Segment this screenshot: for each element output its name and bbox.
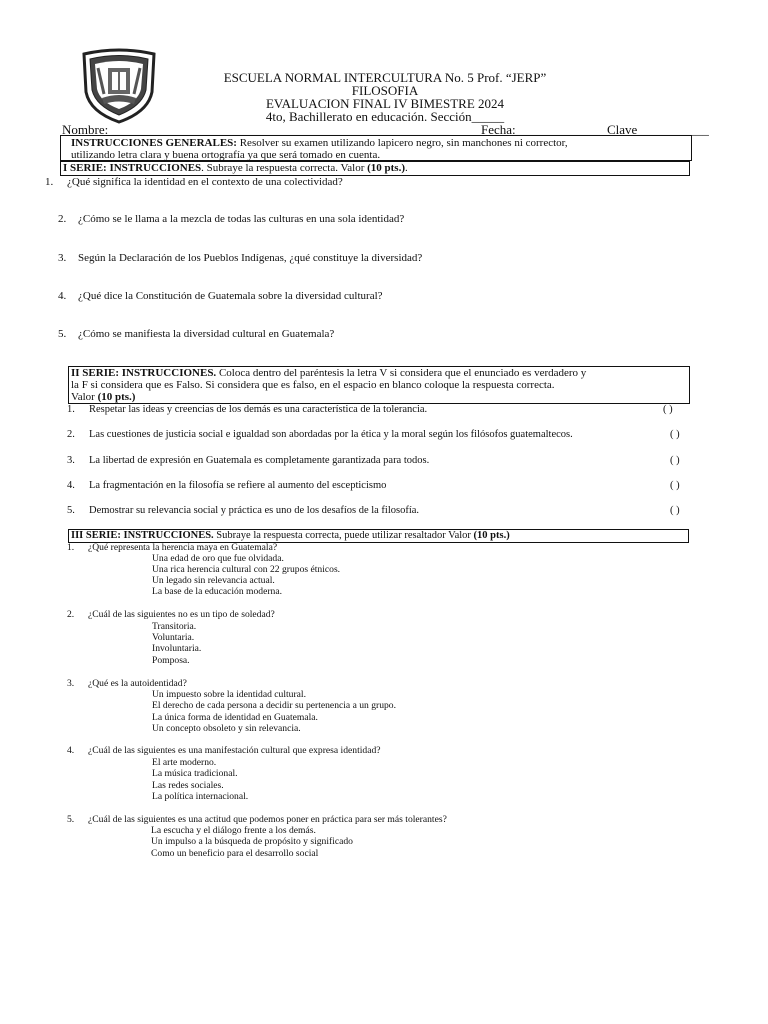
serie2-line3	[71, 391, 135, 403]
serie3-q2-text: ¿Cuál de las siguientes no es un tipo de soledad?	[88, 609, 275, 620]
serie1-q4-number: 4.	[58, 290, 67, 302]
serie3-q1-option-d[interactable]: La base de la educación moderna.	[152, 586, 282, 597]
serie1-title: I SERIE: INSTRUCCIONES	[63, 162, 202, 174]
serie1-q3-text: Según la Declaración de los Pueblos Indígenas, ¿qué constituye la diversidad?	[78, 252, 423, 264]
serie3-q1-number: 1.	[67, 542, 75, 553]
general-instructions-text1: Resolver su examen utilizando lapicero negro, sin manchones ni corrector,	[236, 137, 568, 149]
serie3-q1-option-b[interactable]: Una rica herencia cultural con 22 grupos étnicos.	[152, 564, 341, 575]
serie1-q2-number: 2.	[58, 213, 67, 225]
serie2-points: (10 pts.)	[97, 391, 136, 403]
serie2-line2: la F si considera que es Falso. Si considera que es falso, en el espacio en blanco coloque la respuesta correcta.	[71, 379, 555, 391]
general-instructions-box	[60, 135, 692, 161]
serie3-q4-option-b[interactable]: La música tradicional.	[152, 768, 238, 779]
serie1-q1-text: ¿Qué significa la identidad en el contexto de una colectividad?	[67, 176, 343, 188]
school-crest-logo	[78, 48, 160, 124]
serie2-q2-answer-blank[interactable]: ( )	[670, 429, 680, 440]
serie3-title: III SERIE: INSTRUCCIONES.	[71, 530, 214, 541]
key-field[interactable]: Clave___________	[607, 122, 709, 137]
serie2-q2-number: 2.	[67, 429, 75, 440]
general-instructions-line1	[71, 137, 568, 149]
subject-title: FILOSOFIA	[351, 83, 419, 98]
serie3-q3-option-a[interactable]: Un impuesto sobre la identidad cultural.	[152, 689, 306, 700]
serie1-q2-text: ¿Cómo se le llama a la mezcla de todas las culturas en una sola identidad?	[78, 213, 405, 225]
serie2-q1-answer-blank[interactable]: ( )	[663, 404, 673, 415]
serie3-q5-option-b[interactable]: Un impulso a la búsqueda de propósito y significado	[151, 836, 353, 847]
serie3-instructions-box	[68, 529, 689, 543]
serie3-q3-option-d[interactable]: Un concepto obsoleto y sin relevancia.	[152, 723, 301, 734]
general-instructions-title: INSTRUCCIONES GENERALES:	[71, 137, 237, 149]
serie2-q4-number: 4.	[67, 480, 75, 491]
serie1-q5-number: 5.	[58, 328, 67, 340]
serie2-q1-number: 1.	[67, 404, 75, 415]
serie2-line1	[71, 367, 586, 379]
serie3-q2-option-b[interactable]: Voluntaria.	[152, 632, 195, 643]
serie3-q3-option-b[interactable]: El derecho de cada persona a decidir su pertenencia a un grupo.	[152, 700, 396, 711]
serie3-q2-option-d[interactable]: Pomposa.	[152, 655, 190, 666]
serie3-q3-number: 3.	[67, 678, 75, 689]
exam-title: EVALUACION FINAL IV BIMESTRE 2024	[265, 96, 505, 111]
serie1-header-box	[60, 161, 690, 176]
serie2-q3-number: 3.	[67, 455, 75, 466]
serie3-q4-option-c[interactable]: Las redes sociales.	[152, 780, 224, 791]
serie3-q1-option-c[interactable]: Un legado sin relevancia actual.	[152, 575, 275, 586]
serie2-q5-number: 5.	[67, 505, 75, 516]
serie3-q2-option-a[interactable]: Transitoria.	[152, 621, 197, 632]
serie1-text: . Subraye la respuesta correcta. Valor	[201, 162, 368, 174]
serie3-points: (10 pts.)	[473, 530, 510, 541]
serie3-q5-text: ¿Cuál de las siguientes es una actitud que podemos poner en práctica para ser más tolerantes?	[88, 814, 447, 825]
serie3-q4-text: ¿Cuál de las siguientes es una manifestación cultural que expresa identidad?	[88, 745, 381, 756]
serie3-q2-number: 2.	[67, 609, 75, 620]
serie3-q5-option-c[interactable]: Como un beneficio para el desarrollo social	[151, 848, 319, 859]
serie3-instructions	[71, 530, 510, 542]
serie2-q1-text: Respetar las ideas y creencias de los demás es una característica de la tolerancia.	[89, 404, 428, 415]
serie2-q2-text: Las cuestiones de justicia social e igualdad son abordadas por la ética y la moral según los filósofos guatemaltecos.	[89, 429, 573, 440]
serie1-q1-number: 1.	[45, 176, 54, 188]
serie3-q4-number: 4.	[67, 745, 75, 756]
serie2-q3-text: La libertad de expresión en Guatemala es completamente garantizada para todos.	[89, 455, 430, 466]
serie1-q5-text: ¿Cómo se manifiesta la diversidad cultural en Guatemala?	[78, 328, 335, 340]
serie1-instructions	[63, 162, 408, 175]
serie3-q1-option-a[interactable]: Una edad de oro que fue olvidada.	[152, 553, 284, 564]
grade-section: 4to, Bachillerato en educación. Sección_____	[265, 109, 505, 124]
serie3-text: Subraye la respuesta correcta, puede utilizar resaltador Valor	[213, 530, 474, 541]
serie3-q1-text: ¿Qué representa la herencia maya en Guatemala?	[88, 542, 278, 553]
serie2-q3-answer-blank[interactable]: ( )	[670, 455, 680, 466]
serie2-title: II SERIE: INSTRUCCIONES.	[71, 367, 217, 379]
serie2-q4-answer-blank[interactable]: ( )	[670, 480, 680, 491]
serie1-end: .	[405, 162, 408, 174]
serie3-q2-option-c[interactable]: Involuntaria.	[152, 643, 202, 654]
serie3-q4-option-a[interactable]: El arte moderno.	[152, 757, 217, 768]
name-field[interactable]: Nombre: ____________________________________________________	[62, 122, 450, 137]
serie2-q4-text: La fragmentación en la filosofía se refiere al aumento del escepticismo	[89, 480, 387, 491]
serie2-valor: Valor	[71, 391, 98, 403]
serie1-q3-number: 3.	[58, 252, 67, 264]
serie2-instructions-box	[68, 366, 690, 404]
serie2-q5-answer-blank[interactable]: ( )	[670, 505, 680, 516]
serie1-points: (10 pts.)	[367, 162, 405, 174]
date-field[interactable]: Fecha:_____________	[481, 122, 601, 137]
school-name: ESCUELA NORMAL INTERCULTURA No. 5 Prof. “JERP”	[223, 70, 547, 85]
general-instructions-line2: utilizando letra clara y buena ortografía ya que será tomado en cuenta.	[71, 149, 381, 161]
serie3-q5-option-a[interactable]: La escucha y el diálogo frente a los demás.	[151, 825, 316, 836]
serie3-q3-option-c[interactable]: La única forma de identidad en Guatemala.	[152, 712, 318, 723]
serie3-q4-option-d[interactable]: La política internacional.	[152, 791, 249, 802]
serie2-text1: Coloca dentro del paréntesis la letra V si considera que el enunciado es verdadero y	[216, 367, 587, 379]
serie3-q5-number: 5.	[67, 814, 75, 825]
serie2-q5-text: Demostrar su relevancia social y práctica es uno de los desafíos de la filosofía.	[89, 505, 420, 516]
serie1-q4-text: ¿Qué dice la Constitución de Guatemala sobre la diversidad cultural?	[78, 290, 383, 302]
serie3-q3-text: ¿Qué es la autoidentidad?	[88, 678, 187, 689]
